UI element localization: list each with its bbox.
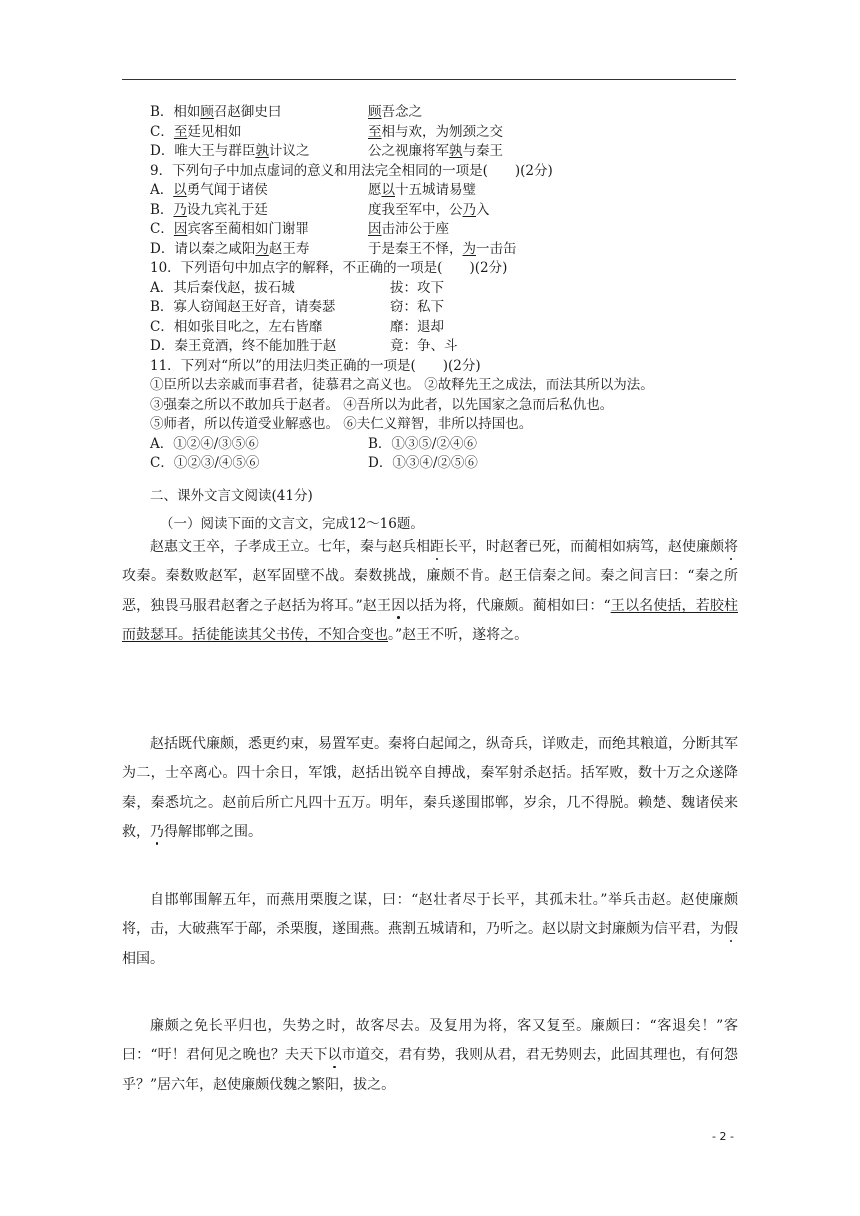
passage-paragraph-4: 廉颇之免长平归也，失势之时，故客尽去。及复用为将，客又复至。廉颇曰：“客退矣！”客曰：“吁！君何见之晚也？夫天下以市道交，君有势，我则从君，君无势则去，此固其理也，有何怨乎？”居六年，赵使廉颇伐魏之繁阳，拔之。 [122, 1018, 739, 1093]
q9-option-a: A．以勇气闻于诸侯 愿以十五城请易璧 [150, 182, 476, 198]
q10-option-d: D．秦王竟酒，终不能加胜于赵 竟：争、斗 [150, 338, 458, 354]
passage-paragraph-3: 自邯郸围解五年，而燕用栗腹之谋，曰：“赵壮者尽于长平，其孤未壮。”举兵击赵。赵使廉颇将，击，大破燕军于鄗，杀栗腹，遂围燕。燕割五城请和，乃听之。赵以尉文封廉颇为信平君，为假相国。 [122, 892, 738, 967]
q10-stem: 10．下列语句中加点字的解释，不正确的一项是( )(2分) [150, 260, 508, 276]
q9-option-d: D．请以秦之咸阳为赵王寿 于是秦王不怿，为一击缶 [150, 240, 517, 257]
q9-option-c: C．因宾客至蔺相如门谢罪 因击沛公于座 [150, 221, 449, 237]
questions-block [150, 103, 750, 474]
q11-line-3: ⑤师者，所以传道受业解惑也。 ⑥夫仁义辩智，非所以持国也。 [150, 416, 533, 432]
q11-options-ab: A．①②④/③⑤⑥ B．①③⑤/②④⑥ [150, 435, 477, 452]
q8-option-d: D．唯大王与群臣孰计议之 公之视廉将军孰与秦王 [150, 143, 503, 159]
q10-option-b: B．寡人窃闻赵王好音，请奏瑟 窃：私下 [150, 299, 444, 315]
q8-option-c: C．至廷见相如 至相与欢，为刎颈之交 [150, 123, 503, 140]
q11-line-2: ③强秦之所以不敢加兵于赵者。 ④吾所以为此者，以先国家之急而后私仇也。 [150, 396, 614, 413]
q11-options-cd: C．①②③/④⑤⑥ D．①③④/②⑤⑥ [150, 455, 478, 471]
passage-paragraph-1: 赵惠文王卒，子孝成王立。七年，秦与赵兵相距长平，时赵奢已死，而蔺相如病笃，赵使廉颇将攻秦。秦数败赵军，赵军固壁不战。秦数挑战，廉颇不肯。赵王信秦之间。秦之间言曰：“秦之所恶，独畏马服君赵奢之子赵括为将耳。”赵王因以括为将，代廉颇。蔺相如曰：“王以名使括，若胶柱而鼓瑟耳。括徒能读其父书传，不知合变也。”赵王不听，遂将之。 [122, 539, 739, 643]
q8-option-b: B．相如顾召赵御史曰 顾吾念之 [150, 104, 422, 120]
q11-line-1: ①臣所以去亲戚而事君者，徒慕君之高义也。 ②故释先王之成法，而法其所以为法。 [150, 377, 654, 393]
subsection-heading: （一）阅读下面的文言文，完成12～16题。 [160, 516, 424, 532]
passage-paragraph-2: 赵括既代廉颇，悉更约束，易置军吏。秦将白起闻之，纵奇兵，详败走，而绝其粮道，分断其军为二，士卒离心。四十余日，军饿，赵括出锐卒自搏战，秦军射杀赵括。括军败，数十万之众遂降秦，秦悉坑之。赵前后所亡凡四十五万。明年，秦兵遂围邯郸，岁余，几不得脱。赖楚、魏诸侯来救，乃得解邯郸之围。 [122, 736, 738, 840]
q11-stem: 11．下列对“所以”的用法归类正确的一项是( )(2分) [150, 357, 481, 374]
section-heading: 二、课外文言文阅读(41分) [150, 488, 313, 504]
header-rule [122, 79, 736, 80]
q9-stem: 9．下列句子中加点虚词的意义和用法完全相同的一项是( )(2分) [150, 162, 553, 179]
q10-option-c: C．相如张目叱之，左右皆靡 靡：退却 [150, 318, 444, 335]
q9-option-b: B．乃设九宾礼于廷 度我至军中，公乃入 [150, 201, 490, 218]
q10-option-a: A．其后秦伐赵，拔石城 拔：攻下 [150, 279, 444, 296]
page-number: - 2 - [712, 1130, 734, 1143]
